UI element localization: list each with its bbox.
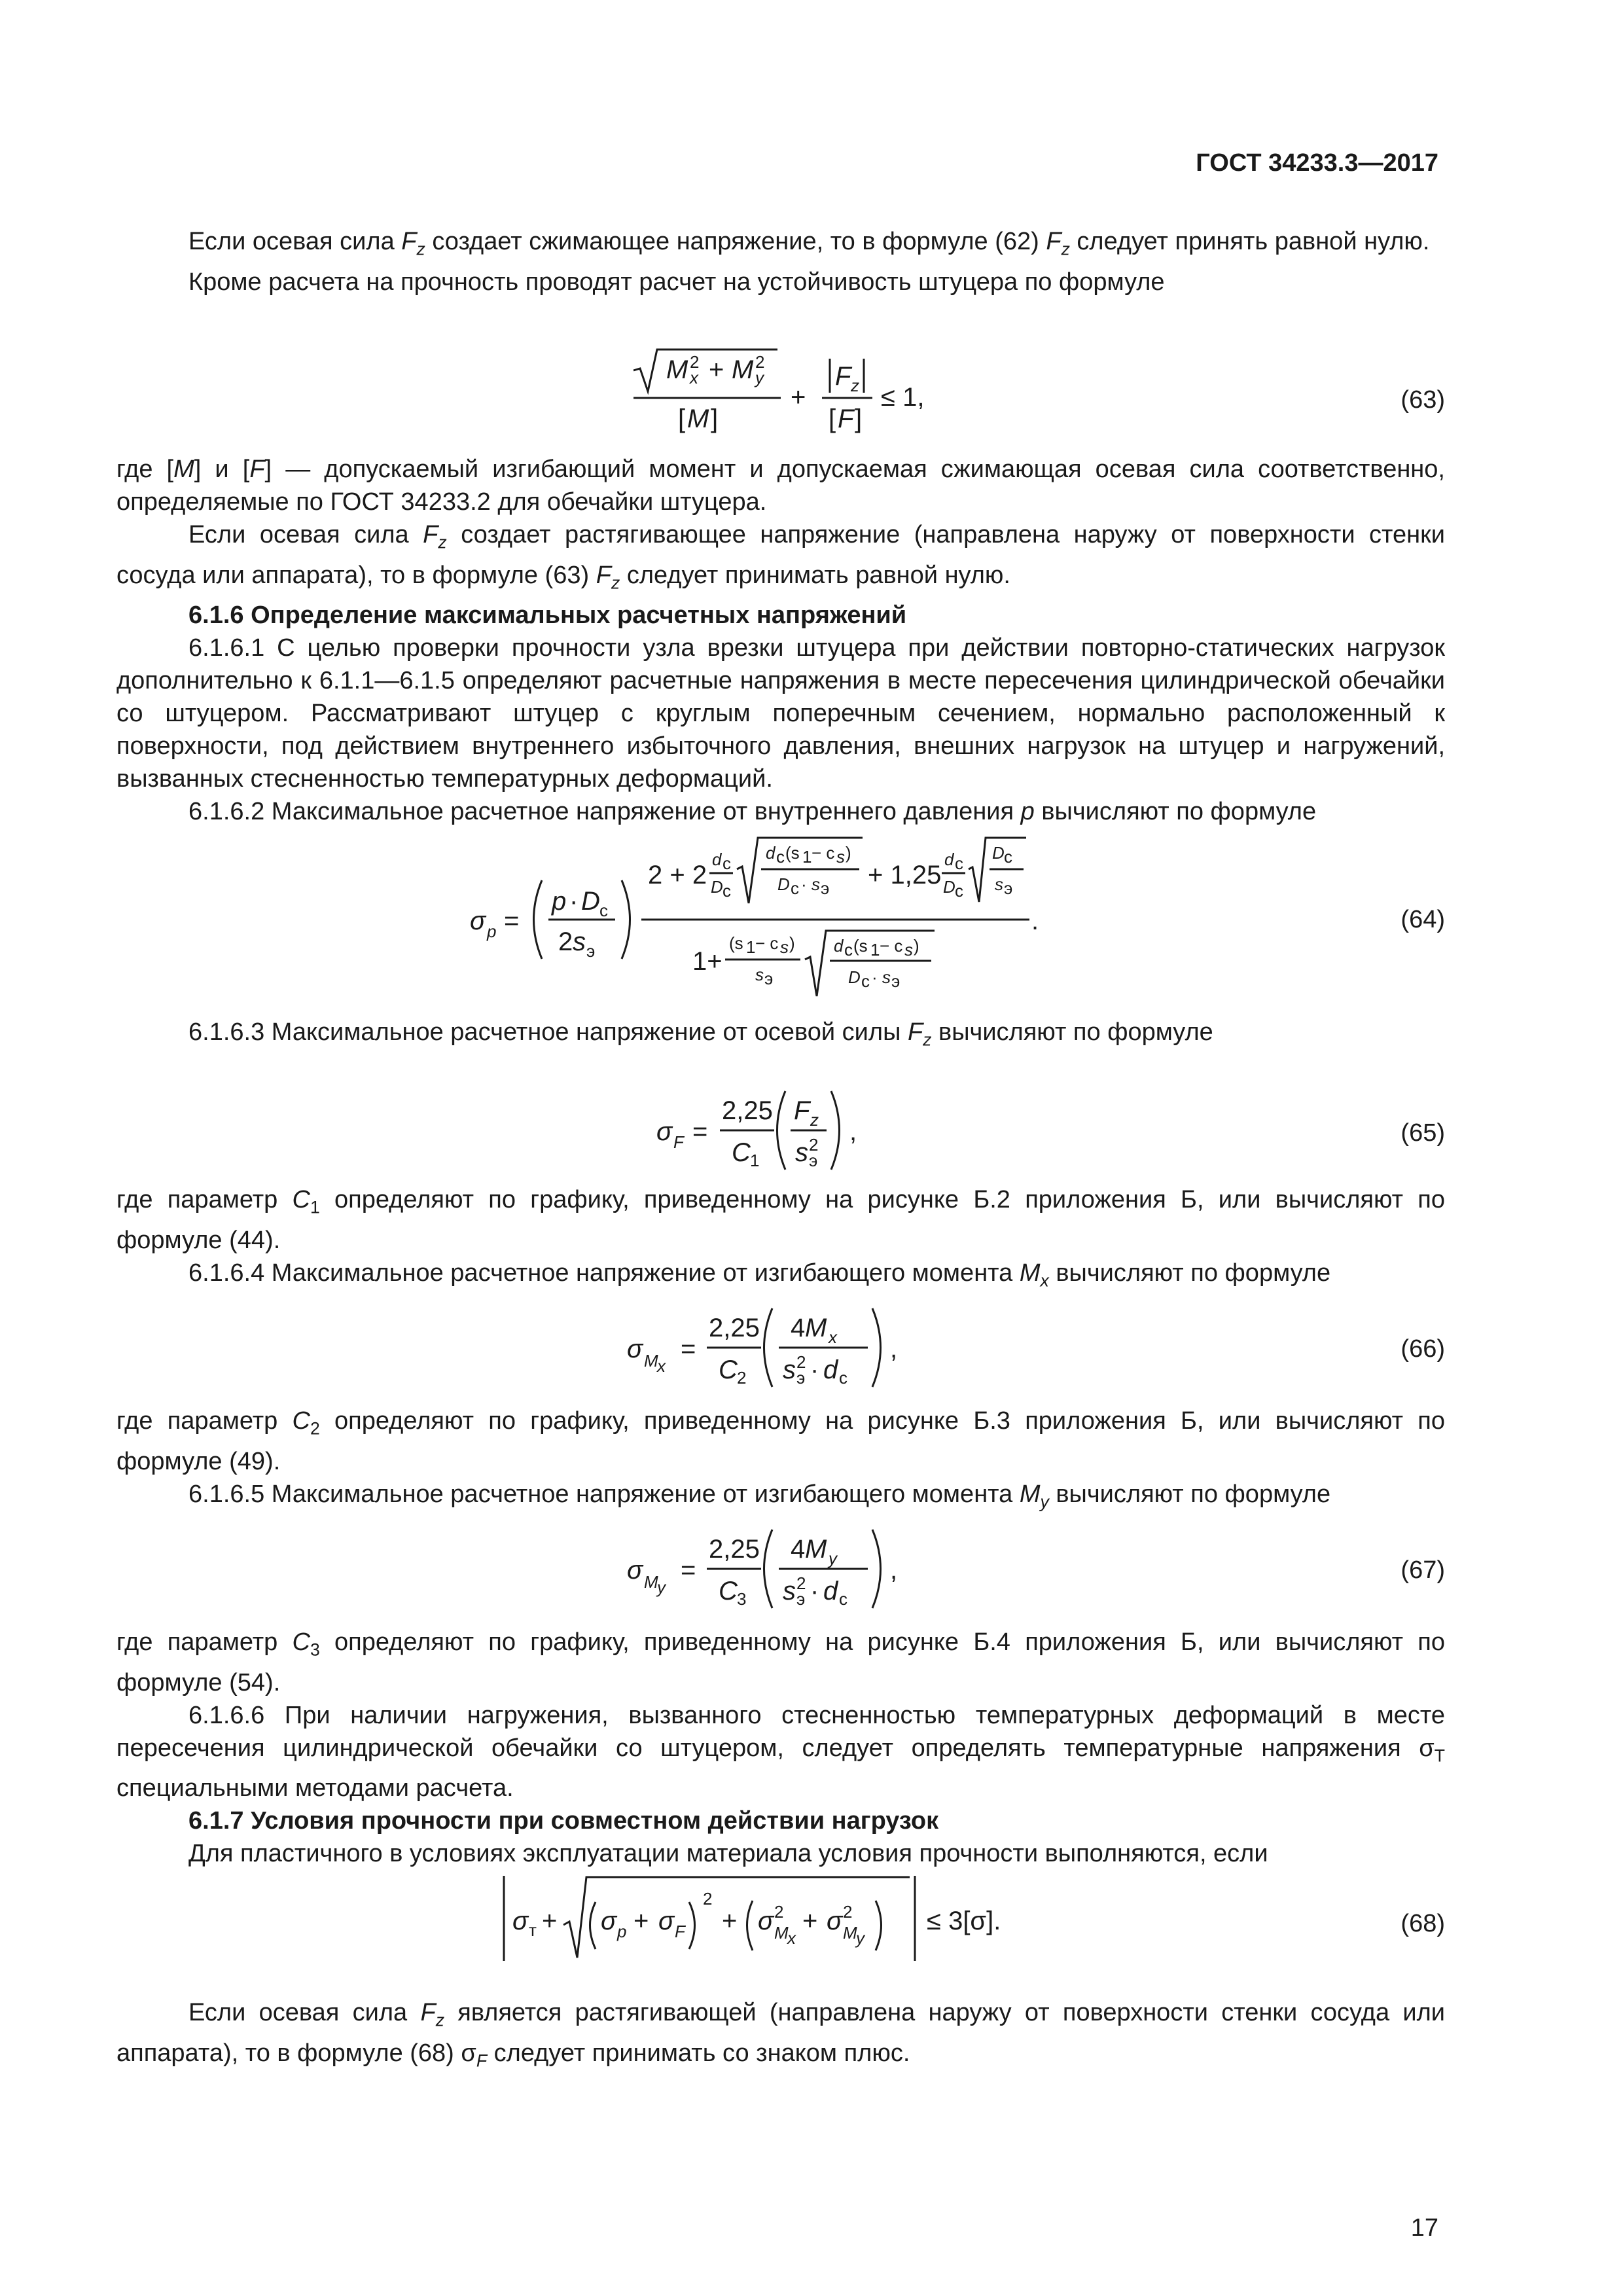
svg-text:]: ] [711, 404, 719, 433]
svg-text:D: D [711, 877, 723, 897]
svg-text:F: F [838, 404, 854, 433]
svg-text:− c: − c [812, 843, 835, 863]
svg-text:): ) [914, 936, 919, 956]
svg-text:2: 2 [774, 1902, 784, 1922]
svg-text:d: d [766, 843, 776, 863]
svg-text:э: э [796, 1368, 806, 1388]
section-heading-6-1-7: 6.1.7 Условия прочности при совместном действии нагрузок [188, 1807, 939, 1835]
svg-text:]: ] [855, 404, 863, 433]
svg-text:y: y [829, 1549, 837, 1568]
svg-text:(s: (s [785, 843, 800, 863]
svg-text:·: · [810, 1577, 819, 1605]
equation-63 [116, 346, 1445, 444]
svg-text:1: 1 [750, 1151, 760, 1170]
svg-text:y: y [755, 368, 764, 387]
svg-text:[: [ [829, 404, 836, 433]
svg-text:z: z [851, 376, 859, 395]
svg-text:D: D [848, 967, 861, 987]
equation-65-number: (65) [1400, 1119, 1445, 1147]
svg-text:D: D [581, 887, 600, 916]
svg-text:c: c [722, 853, 731, 873]
svg-text:s: s [573, 927, 586, 956]
svg-text:=: = [504, 906, 520, 935]
svg-text:+ 1,25: + 1,25 [868, 861, 942, 889]
svg-text:э: э [821, 878, 830, 898]
paragraph-c1-param: где параметр $C_1$ определяют по графику, приведенному на рисунке Б.2 приложения Б, или вычисляют по формуле (44). [116, 1186, 1445, 1254]
svg-text:σ: σ [827, 1907, 843, 1935]
svg-text:1: 1 [746, 937, 756, 957]
svg-text:2,25: 2,25 [709, 1314, 760, 1342]
svg-text:c: c [776, 847, 785, 867]
svg-text:+: + [722, 1907, 738, 1935]
svg-text:т: т [529, 1920, 537, 1940]
svg-text:1: 1 [802, 847, 812, 867]
text-block-5 [116, 1405, 1445, 1518]
svg-text:): ) [789, 933, 795, 953]
svg-text:x: x [829, 1327, 837, 1347]
svg-text:,: , [890, 1335, 898, 1363]
svg-text:э: э [891, 971, 901, 991]
svg-text:c: c [839, 1589, 847, 1609]
svg-text:2,25: 2,25 [709, 1535, 760, 1564]
svg-text:s: s [882, 967, 891, 987]
svg-text:x: x [690, 368, 698, 387]
svg-text:σ: σ [658, 1907, 675, 1935]
svg-text:c: c [861, 971, 870, 991]
svg-text:2,25: 2,25 [722, 1096, 773, 1125]
svg-text:F: F [675, 1922, 685, 1941]
svg-text:+: + [542, 1907, 558, 1935]
svg-text:s: s [795, 1138, 808, 1167]
svg-text:z: z [810, 1110, 819, 1130]
svg-text:2: 2 [796, 1352, 806, 1372]
svg-text:s: s [812, 874, 820, 894]
paragraph-6-1-6-6: 6.1.6.6 При наличии нагружения, вызванного стесненностью температурных деформаций в месте пересечения цилиндрической обечайки со штуцером, следует определять температурные напряжения $\sigma_T$ специальными методами расчета. [116, 1701, 1445, 1803]
svg-text:M: M [644, 1572, 658, 1592]
paragraph-allowable-moment: где [M] и [F] — допускаемый изгибающий момент и допускаемая сжимающая осевая сила соответственно, определяемые по ГОСТ 34233.2 для обечайки штуцера. [116, 456, 1445, 516]
svg-text:σ: σ [627, 1335, 643, 1363]
equation-67-graphic [116, 1520, 1445, 1611]
svg-text:c: c [844, 940, 853, 960]
svg-text:p: p [617, 1922, 627, 1941]
svg-text:2: 2 [809, 1135, 819, 1155]
svg-text:3: 3 [737, 1589, 747, 1609]
svg-text:2: 2 [796, 1573, 806, 1593]
document-code: ГОСТ 34233.3—2017 [1196, 149, 1438, 177]
svg-text:c: c [839, 1368, 847, 1388]
svg-text:M: M [774, 1923, 789, 1943]
svg-text:s: s [836, 847, 845, 867]
svg-text:4: 4 [791, 1314, 806, 1342]
svg-text:M: M [666, 355, 688, 384]
svg-text:s: s [783, 1577, 796, 1605]
paragraph-tensile-sign: Если осевая сила $F_z$ является растягивающей (направлена наружу от поверхности стенки сосуда или аппарата), то в формуле (68) $\sigma_F$ следует принимать со знаком плюс. [116, 1999, 1446, 2071]
svg-text:=: = [681, 1335, 696, 1363]
svg-text:M: M [732, 355, 754, 384]
paragraph-stability-intro: Кроме расчета на прочность проводят расчет на устойчивость штуцера по формуле [188, 268, 1165, 296]
svg-text:F: F [835, 362, 851, 391]
svg-text:σ: σ [601, 1907, 617, 1935]
svg-text:d: d [823, 1355, 838, 1384]
svg-text:·: · [810, 1355, 819, 1384]
svg-text:·: · [801, 874, 807, 894]
equation-66-graphic [116, 1299, 1445, 1390]
svg-text:.: . [1031, 906, 1039, 935]
svg-text:M: M [644, 1351, 658, 1371]
paragraph-6-1-6-4: 6.1.6.4 Максимальное расчетное напряжение от изгибающего момента $M_x$ вычисляют по формуле [188, 1259, 1331, 1291]
svg-text:C: C [732, 1138, 751, 1167]
svg-text:2: 2 [755, 352, 765, 372]
section-heading-6-1-6: 6.1.6 Определение максимальных расчетных напряжений [188, 601, 907, 630]
svg-text:− c: − c [880, 936, 903, 956]
svg-text:M: M [843, 1923, 857, 1943]
svg-text:э: э [1004, 878, 1013, 898]
svg-text:c: c [599, 901, 608, 920]
equation-66 [116, 1299, 1445, 1390]
svg-text:+: + [633, 1907, 649, 1935]
equation-64-graphic [116, 825, 1445, 1014]
svg-text:2: 2 [737, 1368, 747, 1388]
svg-text:p: p [552, 887, 567, 916]
svg-text:D: D [777, 874, 790, 894]
svg-text:2: 2 [703, 1889, 713, 1909]
svg-text:(s: (s [729, 933, 743, 953]
svg-text:c: c [955, 881, 963, 901]
svg-text:M: M [687, 404, 709, 433]
svg-text:σ: σ [656, 1117, 673, 1146]
svg-text:): ) [846, 843, 851, 863]
paragraph-c3-param: где параметр $C_3$ определяют по графику, приведенному на рисунке Б.4 приложения Б, или вычисляют по формуле (54). [116, 1628, 1445, 1696]
equation-68-graphic [116, 1869, 1445, 1967]
text-block-1 [116, 225, 1445, 298]
svg-text:э: э [586, 941, 596, 961]
svg-text:y: y [856, 1928, 865, 1948]
svg-text:− c: − c [755, 933, 779, 953]
svg-text:c: c [1004, 847, 1012, 867]
svg-text:э: э [796, 1589, 806, 1609]
svg-text:C: C [719, 1355, 738, 1384]
svg-text:+: + [709, 355, 724, 384]
equation-67-number: (67) [1400, 1556, 1445, 1584]
equation-63-number: (63) [1400, 386, 1445, 414]
equation-64 [116, 825, 1445, 1014]
paragraph-c2-param: где параметр $C_2$ определяют по графику, приведенному на рисунке Б.3 приложения Б, или вычисляют по формуле (49). [116, 1407, 1445, 1475]
svg-text:2 + 2: 2 + 2 [648, 861, 707, 889]
equation-68-number: (68) [1400, 1910, 1445, 1937]
svg-text:D: D [992, 843, 1005, 863]
paragraph-6-1-6-1: 6.1.6.1 С целью проверки прочности узла врезки штуцера при действии повторно-статических нагрузок дополнительно к 6.1.1—6.1.5 определяют расчетные напряжения в месте пересечения цилиндрической обечайки со штуцером. Рассматривают штуцер с круглым поперечным сечением, нормально расположенный к поверхности, под действием внутреннего избыточного давления, внешних нагрузок на штуцер и нагружений, вызванных стесненностью температурных деформаций. [116, 634, 1445, 793]
svg-text:d: d [823, 1577, 838, 1605]
svg-text:s: s [783, 1355, 796, 1384]
paragraph-6-1-6-2: 6.1.6.2 Максимальное расчетное напряжение от внутреннего давления p вычисляют по формуле [188, 798, 1317, 826]
text-block-4 [116, 1183, 1445, 1297]
svg-text:1: 1 [870, 940, 880, 960]
equation-65 [116, 1081, 1445, 1173]
svg-text:·: · [569, 887, 579, 916]
text-block-3 [116, 1016, 1445, 1056]
svg-text:+: + [791, 383, 806, 412]
svg-text:σ: σ [627, 1556, 643, 1585]
paragraph-compressive-force: Если осевая сила $F_z$ создает сжимающее напряжение, то в формуле (62) $F_z$ следует принять равной нулю. [188, 228, 1430, 259]
svg-text:s: s [780, 937, 789, 957]
text-block-6 [116, 1626, 1445, 1870]
svg-text:p: p [487, 922, 497, 941]
svg-text:F: F [794, 1096, 810, 1125]
paragraph-tensile-force: Если осевая сила $F_z$ создает растягивающее напряжение (направлена наружу от поверхности стенки сосуда или аппарата), то в формуле (63) $F_z$ следует принимать равной нулю. [116, 521, 1446, 593]
svg-text:2: 2 [690, 352, 700, 372]
text-block-2 [116, 453, 1445, 828]
svg-text:c: c [955, 853, 963, 873]
svg-text:·: · [872, 967, 878, 987]
equation-65-graphic [116, 1081, 1445, 1173]
svg-text:≤ 3[σ].: ≤ 3[σ]. [927, 1907, 1001, 1935]
svg-text:C: C [719, 1577, 738, 1605]
equation-66-number: (66) [1400, 1335, 1445, 1363]
equation-63-graphic [116, 346, 1445, 444]
svg-text:э: э [764, 969, 774, 988]
svg-text:2: 2 [843, 1902, 853, 1922]
svg-text:≤ 1,: ≤ 1, [881, 383, 925, 412]
svg-text:1+: 1+ [692, 947, 722, 976]
equation-67 [116, 1520, 1445, 1611]
svg-text:M: M [805, 1314, 827, 1342]
svg-text:c: c [722, 881, 731, 901]
paragraph-6-1-6-3: 6.1.6.3 Максимальное расчетное напряжение от осевой силы $F_z$ вычисляют по формуле [188, 1018, 1213, 1050]
text-block-7 [116, 1996, 1445, 2077]
svg-text:(s: (s [853, 936, 868, 956]
svg-text:,: , [849, 1117, 857, 1146]
svg-text:=: = [692, 1117, 708, 1146]
svg-text:э: э [809, 1151, 818, 1170]
svg-text:D: D [943, 877, 955, 897]
svg-text:σ: σ [758, 1907, 774, 1935]
svg-text:+: + [802, 1907, 818, 1935]
equation-64-number: (64) [1400, 906, 1445, 933]
paragraph-6-1-6-5: 6.1.6.5 Максимальное расчетное напряжение от изгибающего момента $M_y$ вычисляют по формуле [188, 1480, 1331, 1512]
svg-text:F: F [673, 1132, 684, 1152]
svg-text:s: s [755, 965, 764, 984]
svg-text:s: s [995, 874, 1003, 894]
svg-text:c: c [791, 878, 799, 898]
equation-68 [116, 1869, 1445, 1967]
svg-text:x: x [657, 1356, 666, 1376]
svg-text:4: 4 [791, 1535, 806, 1564]
svg-text:,: , [890, 1556, 898, 1585]
svg-text:x: x [787, 1928, 796, 1948]
svg-text:d: d [834, 936, 844, 956]
svg-text:2: 2 [558, 927, 573, 956]
svg-text:d: d [944, 850, 954, 869]
svg-text:σ: σ [470, 906, 486, 935]
svg-text:[: [ [678, 404, 686, 433]
svg-text:=: = [681, 1556, 696, 1585]
svg-text:y: y [657, 1577, 666, 1597]
paragraph-6-1-7: Для пластичного в условиях эксплуатации материала условия прочности выполняются, если [188, 1840, 1268, 1868]
page-number: 17 [1410, 2214, 1438, 2242]
svg-text:s: s [904, 940, 913, 960]
svg-text:M: M [805, 1535, 827, 1564]
svg-text:σ: σ [512, 1907, 529, 1935]
svg-text:d: d [712, 850, 722, 869]
